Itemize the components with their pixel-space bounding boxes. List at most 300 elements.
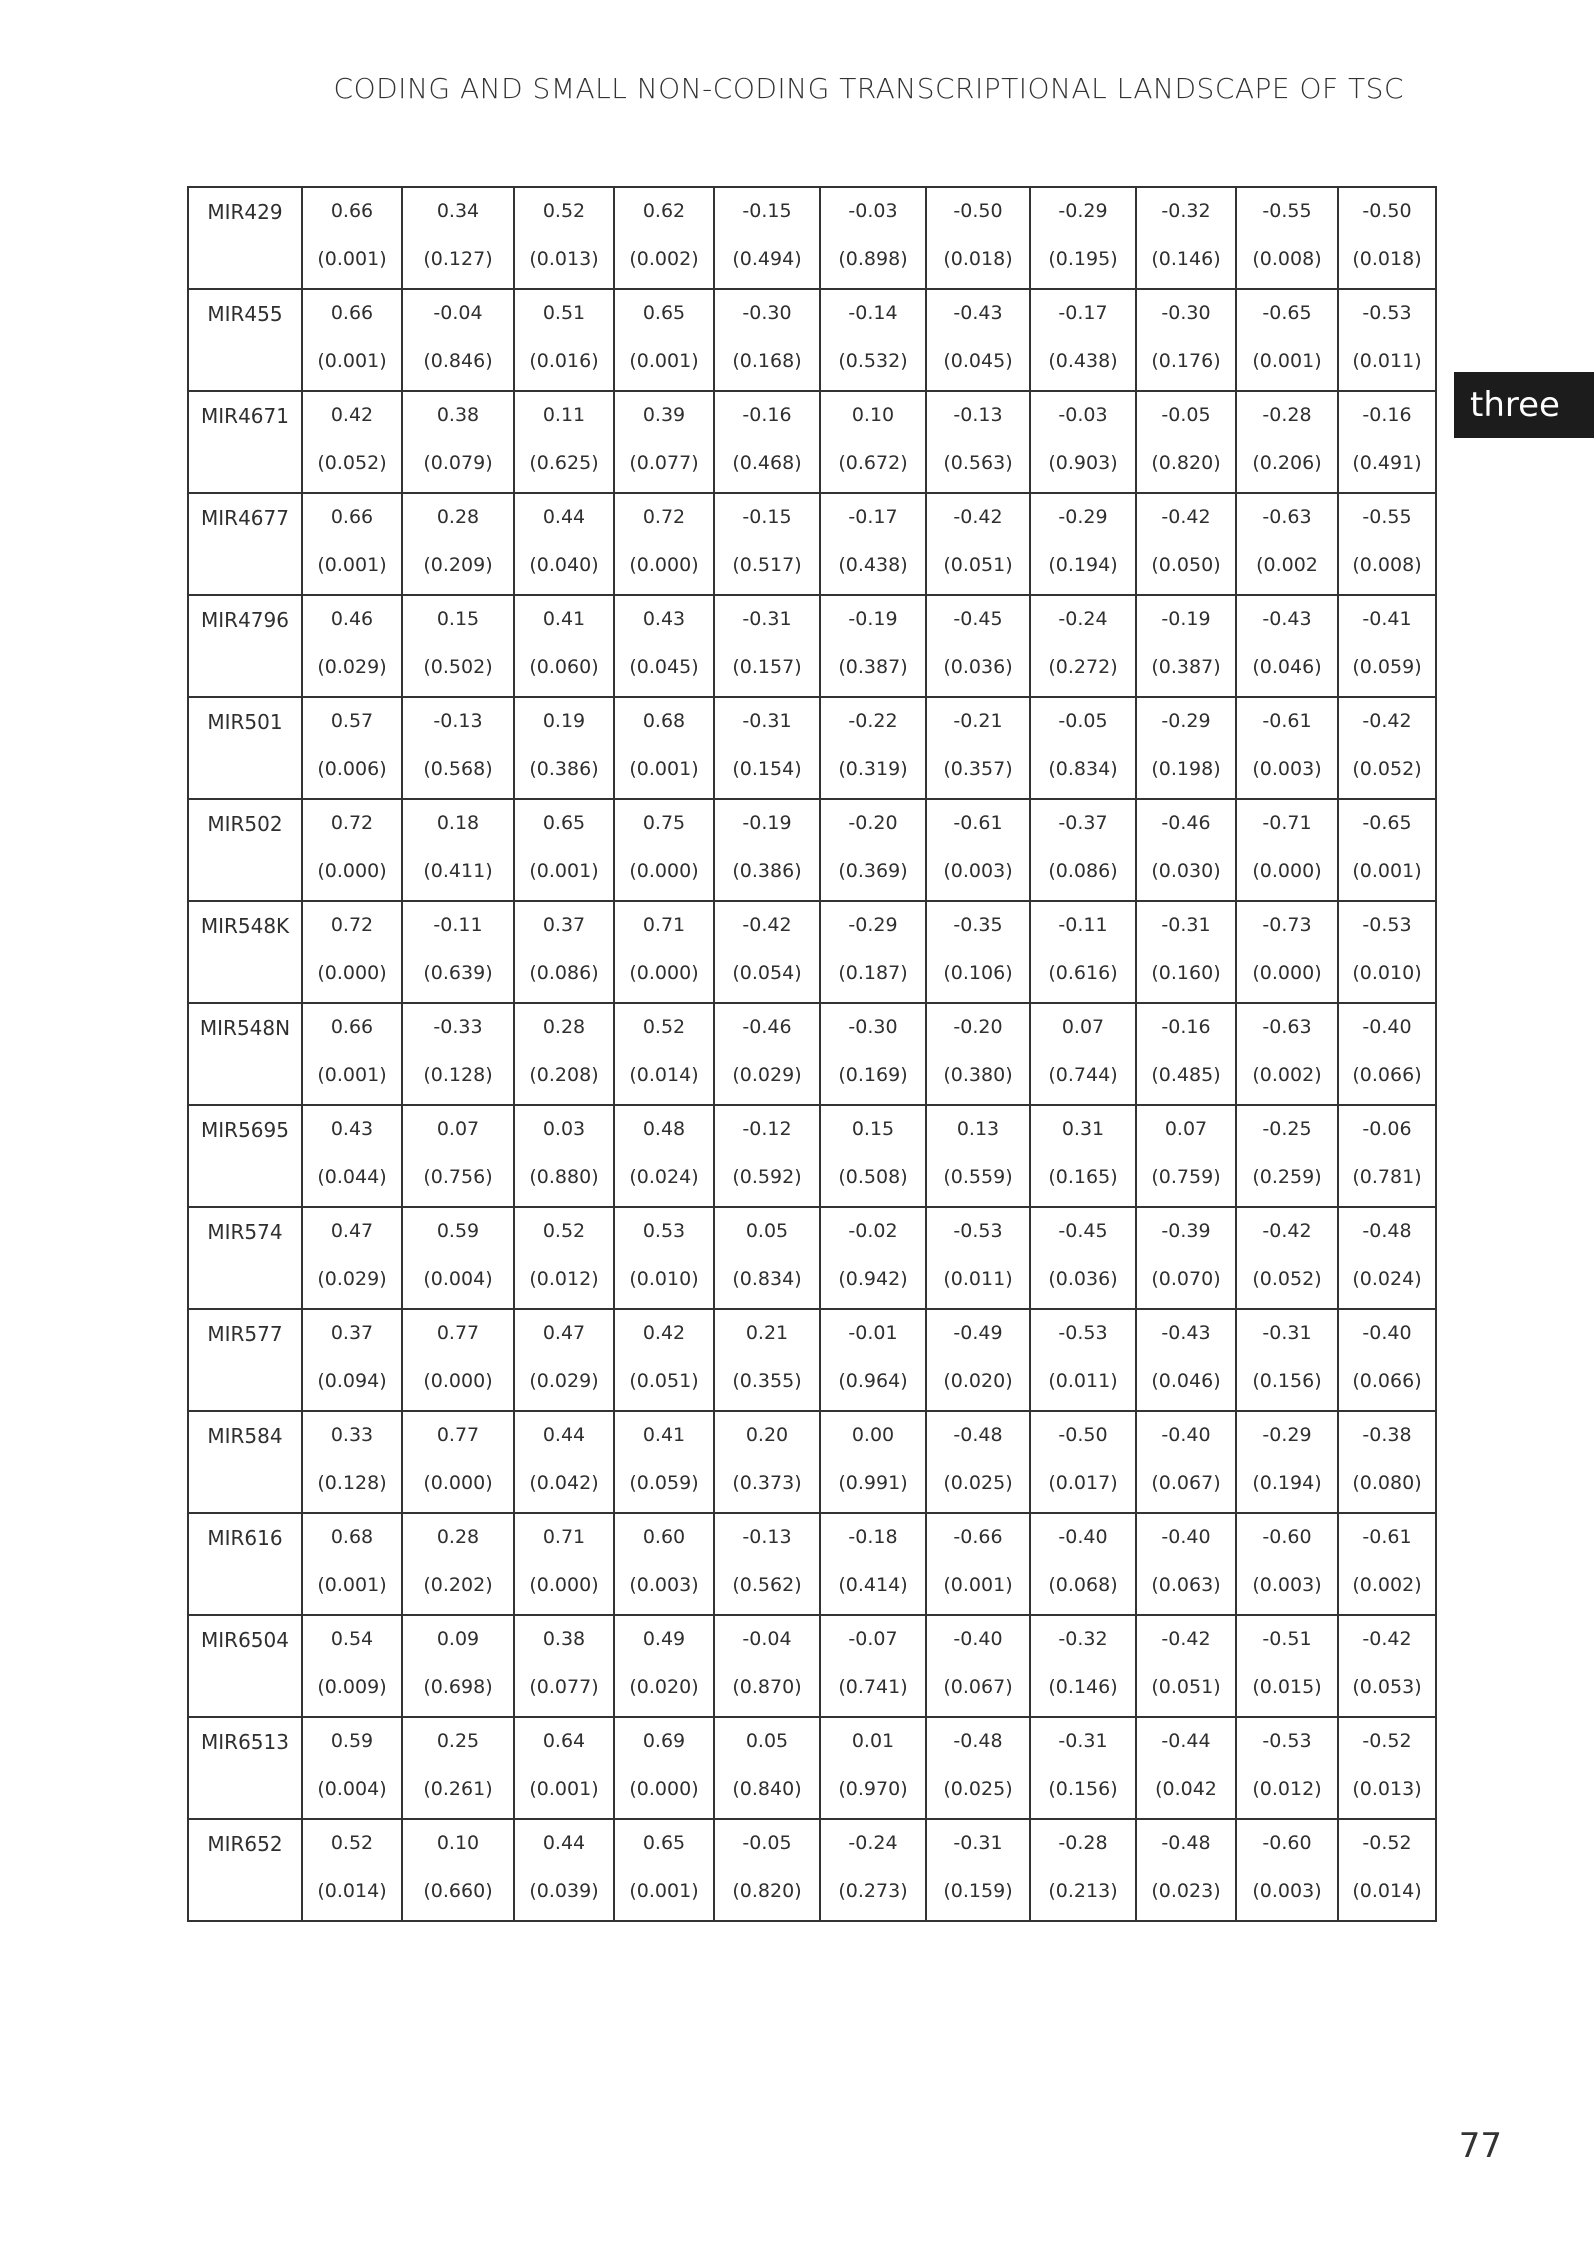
p-value: (0.000) (1252, 962, 1322, 984)
p-value: (0.154) (732, 758, 802, 780)
correlation-value: -0.18 (848, 1526, 898, 1548)
table-row (188, 1309, 1436, 1411)
table-cell (1236, 1411, 1338, 1513)
p-value: (0.202) (423, 1574, 493, 1596)
table-cell (1030, 1717, 1136, 1819)
p-value: (0.273) (838, 1880, 908, 1902)
p-value: (0.009) (317, 1676, 387, 1698)
p-value: (0.373) (732, 1472, 802, 1494)
table-cell (1030, 1003, 1136, 1105)
p-value: (0.011) (943, 1268, 1013, 1290)
correlation-value: 0.43 (642, 608, 686, 630)
mirna-name: MIR584 (207, 1424, 283, 1448)
p-value: (0.051) (1151, 1676, 1221, 1698)
table-cell (1338, 799, 1436, 901)
p-value: (0.834) (732, 1268, 802, 1290)
p-value: (0.414) (838, 1574, 908, 1596)
correlation-value: 0.60 (642, 1526, 686, 1548)
table-cell (1236, 1003, 1338, 1105)
table-cell (926, 391, 1030, 493)
table-cell (926, 1819, 1030, 1921)
p-value: (0.002) (1252, 1064, 1322, 1086)
correlation-value: 0.44 (542, 506, 586, 528)
p-value: (0.001) (317, 248, 387, 270)
table-row (188, 1105, 1436, 1207)
mirna-name: MIR429 (207, 200, 283, 224)
table-cell (1030, 697, 1136, 799)
correlation-value: -0.13 (953, 404, 1003, 426)
correlation-value: -0.50 (953, 200, 1003, 222)
correlation-value: -0.52 (1362, 1730, 1412, 1752)
table-cell (402, 901, 514, 1003)
correlation-value: 0.37 (542, 914, 586, 936)
table-cell (1030, 595, 1136, 697)
table-cell (820, 1717, 926, 1819)
table-cell (1236, 1513, 1338, 1615)
correlation-value: 0.68 (330, 1526, 374, 1548)
table-cell (1236, 187, 1338, 289)
p-value: (0.018) (943, 248, 1013, 270)
table-cell (1338, 1411, 1436, 1513)
correlation-value: -0.63 (1262, 1016, 1312, 1038)
correlation-value: -0.07 (848, 1628, 898, 1650)
correlation-value: -0.20 (953, 1016, 1003, 1038)
correlation-value: -0.29 (1058, 506, 1108, 528)
correlation-value: 0.41 (642, 1424, 686, 1446)
p-value: (0.000) (629, 860, 699, 882)
correlation-value: -0.52 (1362, 1832, 1412, 1854)
table-cell (402, 1615, 514, 1717)
p-value: (0.059) (1352, 656, 1422, 678)
table-cell (820, 697, 926, 799)
correlation-value: -0.53 (1262, 1730, 1312, 1752)
correlation-value: -0.15 (742, 200, 792, 222)
correlation-value: 0.38 (542, 1628, 586, 1650)
table-cell (1338, 595, 1436, 697)
correlation-value: -0.17 (848, 506, 898, 528)
page-number: 77 (1458, 2126, 1502, 2166)
p-value: (0.898) (838, 248, 908, 270)
p-value: (0.042 (1155, 1778, 1217, 1800)
correlation-value: -0.19 (1161, 608, 1211, 630)
p-value: (0.146) (1151, 248, 1221, 270)
p-value: (0.411) (423, 860, 493, 882)
p-value: (0.015) (1252, 1676, 1322, 1698)
p-value: (0.468) (732, 452, 802, 474)
correlation-value: 0.51 (542, 302, 586, 324)
table-cell (1338, 1105, 1436, 1207)
p-value: (0.001) (1352, 860, 1422, 882)
table-cell (820, 1207, 926, 1309)
correlation-value: 0.52 (330, 1832, 374, 1854)
table-cell (714, 1513, 820, 1615)
correlation-value: -0.61 (1262, 710, 1312, 732)
table-cell (820, 595, 926, 697)
table-cell (614, 289, 714, 391)
table-cell (302, 187, 402, 289)
correlation-value: 0.57 (330, 710, 374, 732)
p-value: (0.094) (317, 1370, 387, 1392)
table-cell (614, 1207, 714, 1309)
correlation-value: -0.53 (953, 1220, 1003, 1242)
correlation-value: 0.71 (642, 914, 686, 936)
table-cell (514, 1717, 614, 1819)
table-cell (820, 1615, 926, 1717)
table-cell (402, 1003, 514, 1105)
correlation-value: -0.01 (848, 1322, 898, 1344)
correlation-value: -0.17 (1058, 302, 1108, 324)
table-cell (514, 1003, 614, 1105)
correlation-value: -0.28 (1058, 1832, 1108, 1854)
correlation-value: 0.62 (642, 200, 686, 222)
correlation-value: -0.53 (1362, 914, 1412, 936)
correlation-value: -0.15 (742, 506, 792, 528)
correlation-value: 0.71 (542, 1526, 586, 1548)
p-value: (0.029) (317, 1268, 387, 1290)
table-cell (820, 1819, 926, 1921)
correlation-value: 0.07 (436, 1118, 480, 1140)
table-cell (1338, 1003, 1436, 1105)
table-cell (302, 595, 402, 697)
table-cell (714, 289, 820, 391)
mirna-name: MIR6513 (201, 1730, 289, 1754)
correlation-value: 0.34 (436, 200, 480, 222)
correlation-value: 0.01 (851, 1730, 895, 1752)
mirna-name: MIR4671 (201, 404, 289, 428)
mirna-name: MIR548N (199, 1016, 291, 1040)
table-cell (614, 1105, 714, 1207)
correlation-value: -0.43 (1262, 608, 1312, 630)
p-value: (0.001) (629, 350, 699, 372)
table-cell (926, 187, 1030, 289)
table-cell (1136, 1105, 1236, 1207)
p-value: (0.660) (423, 1880, 493, 1902)
mirna-name: MIR652 (207, 1832, 283, 1856)
correlation-value: 0.42 (330, 404, 374, 426)
p-value: (0.756) (423, 1166, 493, 1188)
table-row (188, 1819, 1436, 1921)
chapter-tab: three (1454, 372, 1594, 438)
p-value: (0.046) (1151, 1370, 1221, 1392)
table-cell (302, 1003, 402, 1105)
table-cell (514, 493, 614, 595)
correlation-value: 0.20 (745, 1424, 789, 1446)
p-value: (0.039) (529, 1880, 599, 1902)
correlation-value: 0.28 (542, 1016, 586, 1038)
p-value: (0.942) (838, 1268, 908, 1290)
correlation-value: 0.00 (851, 1424, 895, 1446)
p-value: (0.086) (1048, 860, 1118, 882)
table-cell (926, 1717, 1030, 1819)
p-value: (0.014) (317, 1880, 387, 1902)
p-value: (0.010) (1352, 962, 1422, 984)
p-value: (0.023) (1151, 1880, 1221, 1902)
table-cell (614, 799, 714, 901)
p-value: (0.029) (529, 1370, 599, 1392)
p-value: (0.063) (1151, 1574, 1221, 1596)
correlation-value: -0.29 (1161, 710, 1211, 732)
correlation-value: -0.29 (848, 914, 898, 936)
p-value: (0.355) (732, 1370, 802, 1392)
p-value: (0.059) (629, 1472, 699, 1494)
table-cell (402, 595, 514, 697)
p-value: (0.165) (1048, 1166, 1118, 1188)
table-cell (1136, 1003, 1236, 1105)
table-cell (514, 1819, 614, 1921)
correlation-value: -0.46 (742, 1016, 792, 1038)
p-value: (0.319) (838, 758, 908, 780)
p-value: (0.002) (629, 248, 699, 270)
table-cell (1236, 799, 1338, 901)
p-value: (0.040) (529, 554, 599, 576)
correlation-value: -0.29 (1262, 1424, 1312, 1446)
correlation-value: -0.32 (1161, 200, 1211, 222)
p-value: (0.213) (1048, 1880, 1118, 1902)
p-value: (0.592) (732, 1166, 802, 1188)
p-value: (0.386) (732, 860, 802, 882)
p-value: (0.517) (732, 554, 802, 576)
correlation-value: -0.12 (742, 1118, 792, 1140)
table-row (188, 493, 1436, 595)
p-value: (0.001) (943, 1574, 1013, 1596)
table-cell (614, 187, 714, 289)
p-value: (0.568) (423, 758, 493, 780)
table-cell (514, 1615, 614, 1717)
correlation-value: 0.65 (642, 1832, 686, 1854)
table-cell (1338, 1717, 1436, 1819)
correlation-value: 0.19 (542, 710, 586, 732)
p-value: (0.357) (943, 758, 1013, 780)
table-cell (1236, 493, 1338, 595)
p-value: (0.003) (1252, 1574, 1322, 1596)
table-cell (1030, 799, 1136, 901)
row-header-cell (188, 289, 302, 391)
p-value: (0.054) (732, 962, 802, 984)
correlation-value: 0.03 (542, 1118, 586, 1140)
correlation-value: 0.65 (542, 812, 586, 834)
table-cell (1236, 1717, 1338, 1819)
table-cell (926, 595, 1030, 697)
mirna-name: MIR4796 (201, 608, 289, 632)
table-cell (1136, 697, 1236, 799)
correlation-value: 0.44 (542, 1832, 586, 1854)
table-cell (926, 1105, 1030, 1207)
p-value: (0.024) (629, 1166, 699, 1188)
correlation-value: -0.24 (1058, 608, 1108, 630)
p-value: (0.387) (1151, 656, 1221, 678)
correlation-table (187, 186, 1437, 1922)
correlation-value: -0.16 (742, 404, 792, 426)
table-cell (302, 391, 402, 493)
table-cell (926, 1207, 1030, 1309)
correlation-value: 0.75 (642, 812, 686, 834)
table-cell (614, 1411, 714, 1513)
p-value: (0.030) (1151, 860, 1221, 882)
correlation-value: 0.72 (330, 812, 374, 834)
table-cell (402, 187, 514, 289)
p-value: (0.672) (838, 452, 908, 474)
correlation-value: -0.40 (1161, 1424, 1211, 1446)
correlation-value: -0.42 (742, 914, 792, 936)
table-cell (1136, 1309, 1236, 1411)
p-value: (0.369) (838, 860, 908, 882)
correlation-value: -0.05 (1058, 710, 1108, 732)
correlation-value: -0.31 (742, 608, 792, 630)
p-value: (0.209) (423, 554, 493, 576)
correlation-value: -0.40 (1362, 1322, 1412, 1344)
table-cell (614, 1513, 714, 1615)
p-value: (0.000) (423, 1370, 493, 1392)
p-value: (0.025) (943, 1778, 1013, 1800)
row-header-cell (188, 1105, 302, 1207)
table-row (188, 391, 1436, 493)
correlation-value: 0.77 (436, 1322, 480, 1344)
p-value: (0.156) (1048, 1778, 1118, 1800)
table-cell (514, 187, 614, 289)
correlation-value: -0.16 (1362, 404, 1412, 426)
mirna-name: MIR574 (207, 1220, 283, 1244)
p-value: (0.020) (943, 1370, 1013, 1392)
p-value: (0.964) (838, 1370, 908, 1392)
table-cell (402, 493, 514, 595)
correlation-value: -0.03 (848, 200, 898, 222)
table-row (188, 1717, 1436, 1819)
table-cell (402, 289, 514, 391)
p-value: (0.025) (943, 1472, 1013, 1494)
table-cell (1338, 1309, 1436, 1411)
table-cell (302, 697, 402, 799)
table-cell (1136, 1207, 1236, 1309)
table-cell (402, 697, 514, 799)
p-value: (0.485) (1151, 1064, 1221, 1086)
correlation-value: -0.40 (1362, 1016, 1412, 1038)
p-value: (0.261) (423, 1778, 493, 1800)
correlation-value: -0.31 (742, 710, 792, 732)
p-value: (0.157) (732, 656, 802, 678)
table-cell (514, 901, 614, 1003)
p-value: (0.616) (1048, 962, 1118, 984)
p-value: (0.003) (1252, 1880, 1322, 1902)
table-row (188, 799, 1436, 901)
correlation-value: -0.24 (848, 1832, 898, 1854)
table-cell (614, 1717, 714, 1819)
p-value: (0.386) (529, 758, 599, 780)
row-header-cell (188, 1003, 302, 1105)
correlation-value: 0.52 (542, 200, 586, 222)
correlation-value: 0.65 (642, 302, 686, 324)
p-value: (0.741) (838, 1676, 908, 1698)
p-value: (0.052) (317, 452, 387, 474)
correlation-value: 0.64 (542, 1730, 586, 1752)
correlation-value: 0.07 (1061, 1016, 1105, 1038)
table-cell (402, 1819, 514, 1921)
table-row (188, 1615, 1436, 1717)
table-row (188, 901, 1436, 1003)
p-value: (0.006) (317, 758, 387, 780)
table-cell (302, 1513, 402, 1615)
p-value: (0.840) (732, 1778, 802, 1800)
table-cell (820, 1513, 926, 1615)
table-cell (614, 1309, 714, 1411)
table-cell (402, 1513, 514, 1615)
correlation-value: -0.49 (953, 1322, 1003, 1344)
table-cell (302, 799, 402, 901)
table-cell (514, 1513, 614, 1615)
p-value: (0.008) (1352, 554, 1422, 576)
mirna-name: MIR501 (207, 710, 283, 734)
p-value: (0.012) (1252, 1778, 1322, 1800)
correlation-value: -0.65 (1362, 812, 1412, 834)
correlation-value: -0.42 (1161, 506, 1211, 528)
correlation-value: 0.11 (542, 404, 586, 426)
correlation-value: -0.50 (1058, 1424, 1108, 1446)
p-value: (0.001) (529, 860, 599, 882)
table-cell (1136, 799, 1236, 901)
p-value: (0.008) (1252, 248, 1322, 270)
correlation-value: 0.18 (436, 812, 480, 834)
table-cell (302, 493, 402, 595)
correlation-value: 0.28 (436, 1526, 480, 1548)
correlation-value: -0.41 (1362, 608, 1412, 630)
correlation-value: -0.22 (848, 710, 898, 732)
p-value: (0.001) (629, 758, 699, 780)
table-cell (714, 1309, 820, 1411)
row-header-cell (188, 1717, 302, 1819)
correlation-value: -0.53 (1058, 1322, 1108, 1344)
correlation-value: -0.61 (953, 812, 1003, 834)
table-cell (1136, 289, 1236, 391)
correlation-value: 0.25 (436, 1730, 480, 1752)
table-cell (714, 1003, 820, 1105)
p-value: (0.698) (423, 1676, 493, 1698)
correlation-value: -0.38 (1362, 1424, 1412, 1446)
p-value: (0.004) (423, 1268, 493, 1290)
table-cell (614, 595, 714, 697)
p-value: (0.004) (317, 1778, 387, 1800)
row-header-cell (188, 595, 302, 697)
p-value: (0.011) (1048, 1370, 1118, 1392)
table-cell (1236, 289, 1338, 391)
p-value: (0.068) (1048, 1574, 1118, 1596)
table-cell (714, 493, 820, 595)
table-cell (820, 187, 926, 289)
correlation-value: -0.30 (848, 1016, 898, 1038)
correlation-value: -0.40 (1161, 1526, 1211, 1548)
table-cell (714, 799, 820, 901)
row-header-cell (188, 1513, 302, 1615)
p-value: (0.502) (423, 656, 493, 678)
correlation-value: 0.38 (436, 404, 480, 426)
table-cell (1236, 1309, 1338, 1411)
table-cell (926, 901, 1030, 1003)
correlation-value: -0.40 (1058, 1526, 1108, 1548)
row-header-cell (188, 901, 302, 1003)
p-value: (0.018) (1352, 248, 1422, 270)
p-value: (0.036) (943, 656, 1013, 678)
table-cell (614, 391, 714, 493)
correlation-value: 0.07 (1164, 1118, 1208, 1140)
p-value: (0.000) (529, 1574, 599, 1596)
correlation-value: -0.48 (953, 1730, 1003, 1752)
correlation-value: -0.43 (1161, 1322, 1211, 1344)
p-value: (0.011) (1352, 350, 1422, 372)
correlation-value: 0.10 (436, 1832, 480, 1854)
correlation-value: 0.48 (642, 1118, 686, 1140)
table-cell (514, 595, 614, 697)
table-row (188, 1207, 1436, 1309)
p-value: (0.820) (732, 1880, 802, 1902)
correlation-value: -0.60 (1262, 1526, 1312, 1548)
